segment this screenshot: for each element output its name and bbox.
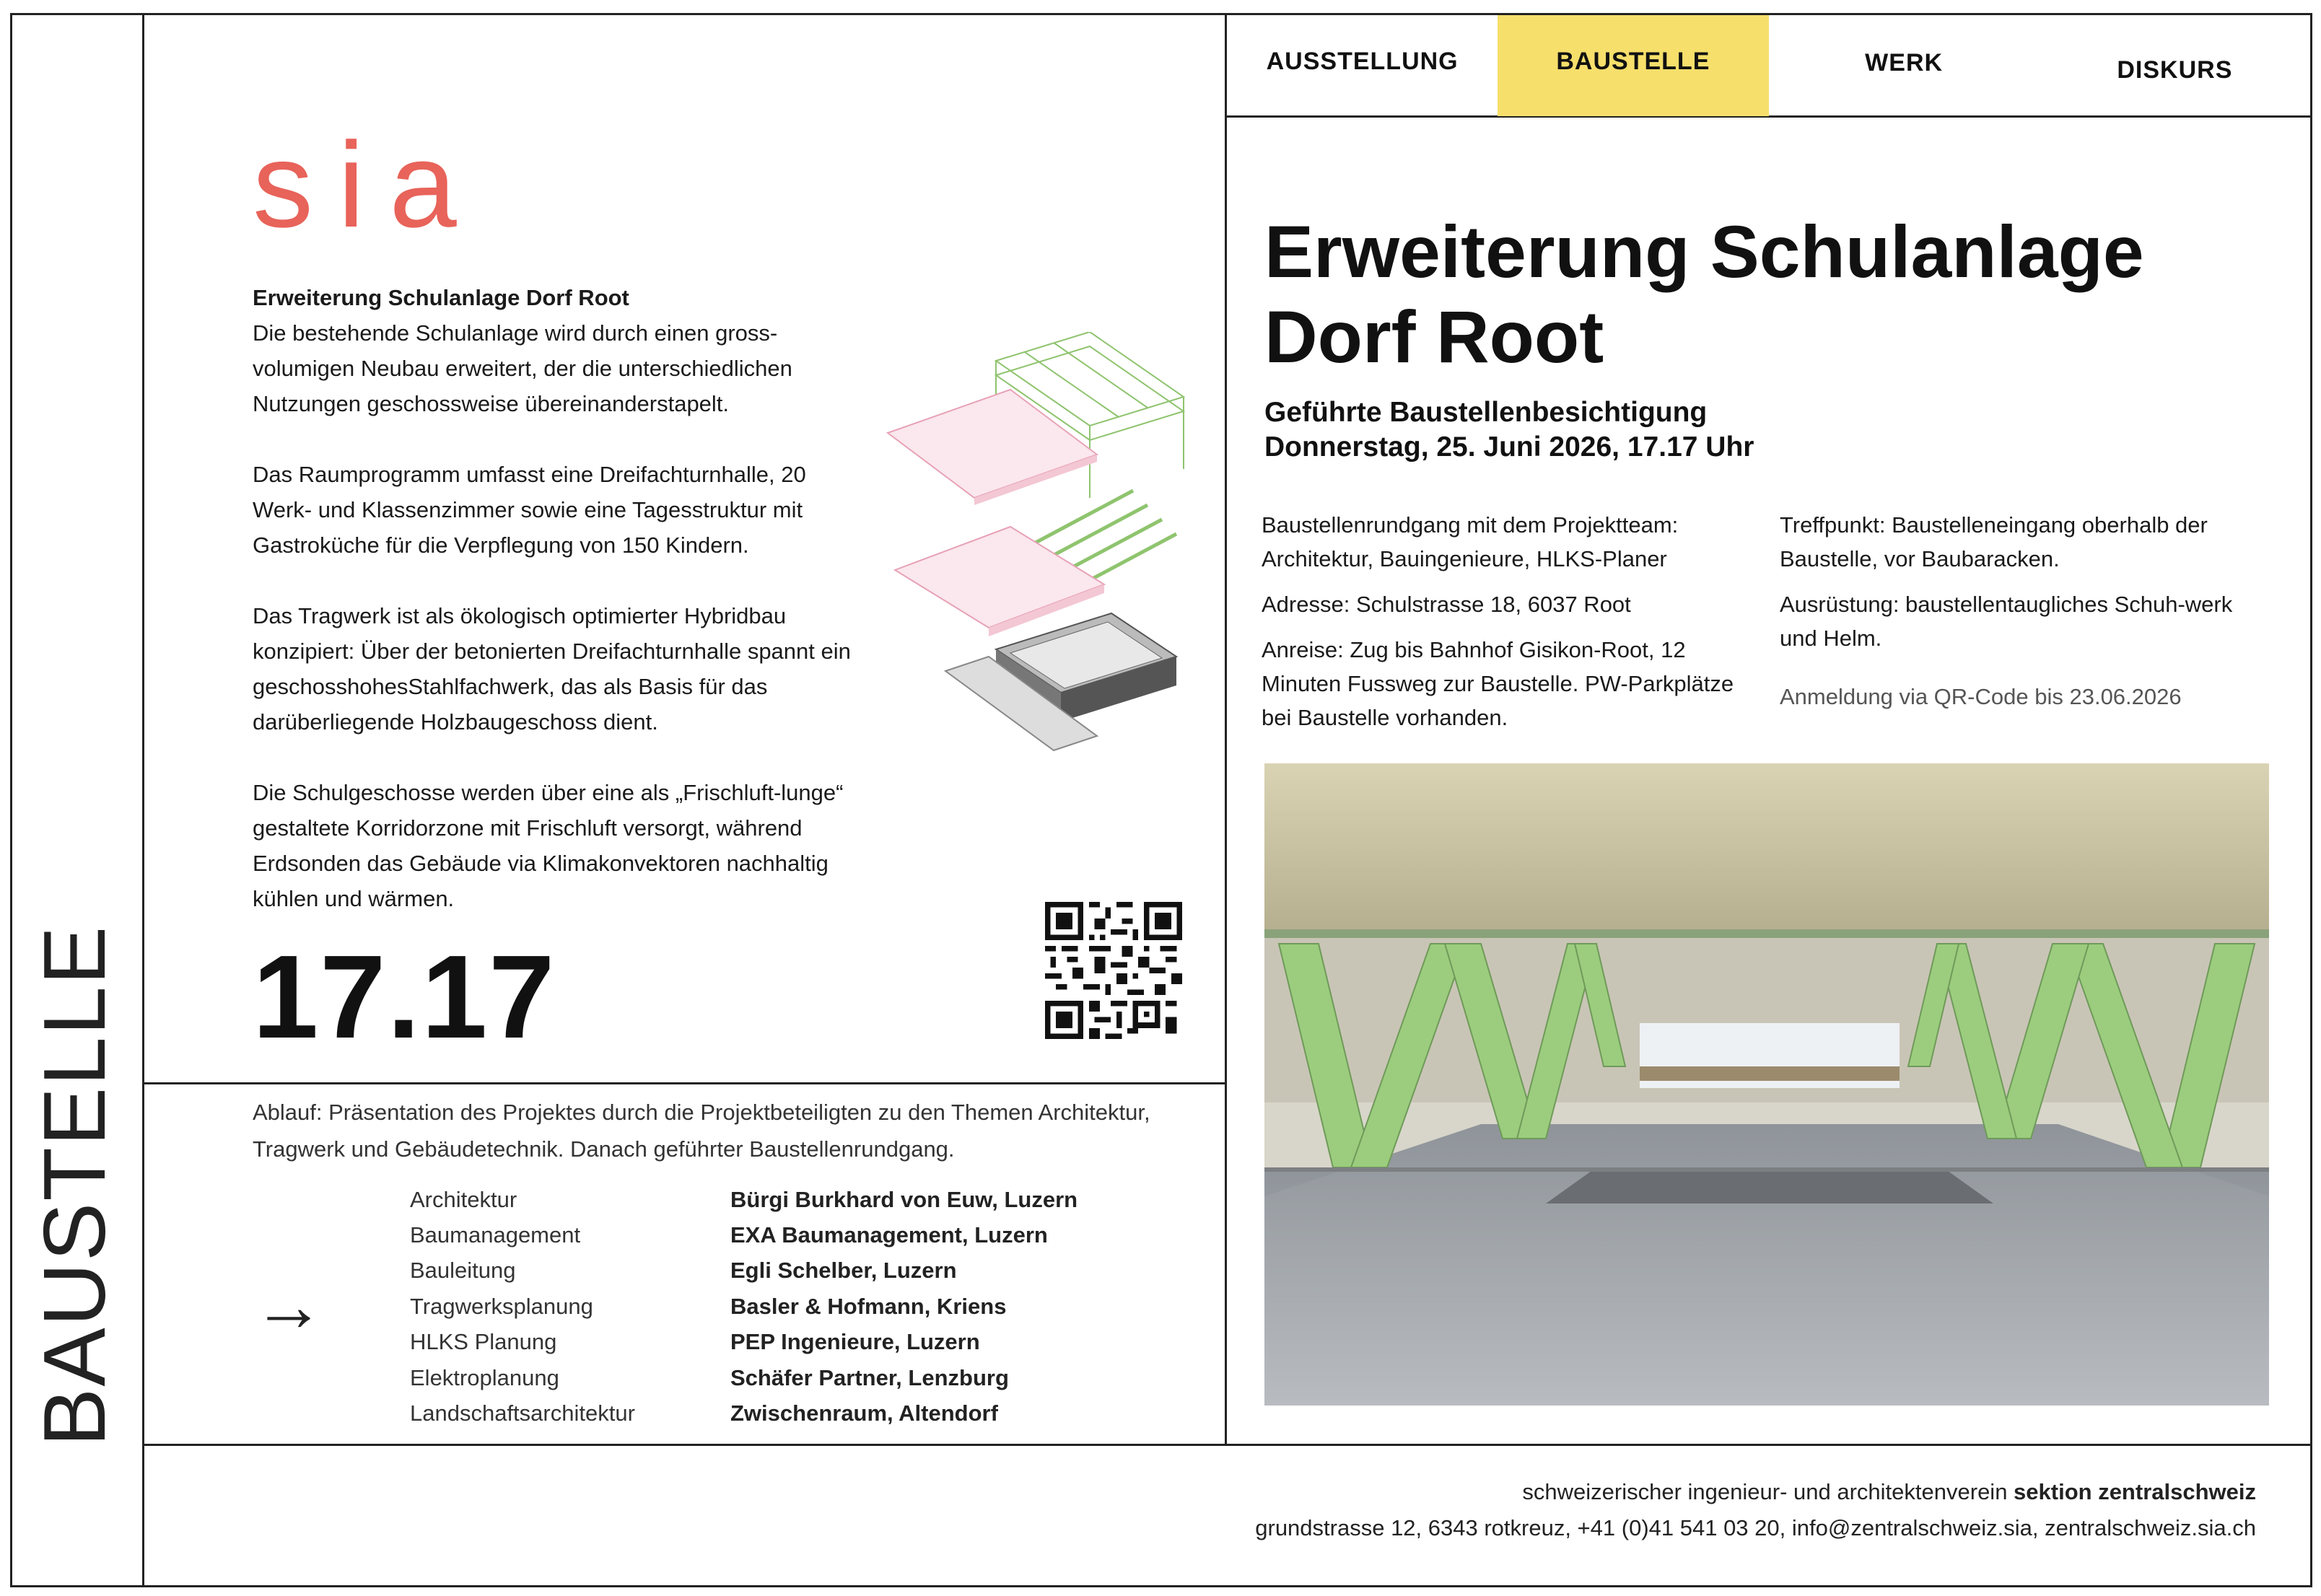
sia-logo: sia: [253, 117, 481, 253]
team-row: [410, 1289, 1078, 1324]
event-subtitle: [1264, 395, 1754, 465]
title-line: Dorf Root: [1264, 296, 1604, 378]
side-label: BAUSTELLE: [25, 924, 123, 1447]
team-role: HLKS Planung: [410, 1329, 557, 1355]
event-time-large: 17.17: [253, 931, 556, 1063]
footer-section: sektion zentralschweiz: [2014, 1479, 2256, 1504]
team-firm: Schäfer Partner, Lenzburg: [730, 1364, 1009, 1390]
ablauf-text: Ablauf: Präsentation des Projektes durch die Projektbeteiligten zu den Themen Architektur, Tragwerk und Gebäudetechnik. Danach geführter Baustellenrundgang.: [253, 1100, 1150, 1162]
team-firm: Egli Schelber, Luzern: [730, 1258, 957, 1284]
info-anmeldung: Anmeldung via QR-Code bis 23.06.2026: [1780, 684, 2182, 709]
info-anreise: Anreise: Zug bis Bahnhof Gisikon-Root, 12 Minuten Fussweg zur Baustelle. PW-Parkplätze bei Baustelle vorhanden.: [1262, 637, 1734, 730]
footer-contact[interactable]: grundstrasse 12, 6343 rotkreuz, +41 (0)41 541 03 20, info@zentralschweiz.sia, zentralschweiz.sia.ch: [1255, 1515, 2256, 1540]
team-row: [410, 1253, 1078, 1289]
intro-paragraph: Das Raumprogramm umfasst eine Dreifachturnhalle, 20 Werk- und Klassenzimmer sowie eine Tagesstruktur mit Gastroküche für die Verpflegung von 150 Kindern.: [253, 462, 806, 558]
team-role: Baumanagement: [410, 1222, 581, 1248]
info-treffpunkt: Treffpunkt: Baustelleneingang oberhalb der Baustelle, vor Baubaracken.: [1780, 512, 2208, 571]
page-title: [1264, 209, 2144, 380]
team-row: [410, 1325, 1078, 1360]
intro-heading: Erweiterung Schulanlage Dorf Root: [253, 285, 629, 310]
team-firm: EXA Baumanagement, Luzern: [730, 1222, 1048, 1248]
footer-line1: [1255, 1474, 2256, 1510]
project-team-list: [410, 1182, 1078, 1431]
construction-site-photo: [1264, 763, 2269, 1406]
team-role: Architektur: [410, 1186, 517, 1212]
team-firm: Zwischenraum, Altendorf: [730, 1400, 998, 1426]
team-row: [410, 1182, 1078, 1217]
intro-paragraph: Die Schulgeschosse werden über eine als „Frischluft-lunge“ gestaltete Korridorzone mit Frischluft versorgt, während Erdsonden das Gebäude via Klimakonvektoren nachhaltig kühlen und wärmen.: [253, 780, 844, 911]
tab-label: DISKURS: [2117, 56, 2233, 84]
footer: [1255, 1474, 2256, 1546]
center-divider: [1225, 13, 1227, 1446]
event-date: Donnerstag, 25. Juni 2026, 17.17 Uhr: [1264, 431, 1754, 462]
team-row: [410, 1360, 1078, 1395]
left-middle-divider: [142, 1082, 1226, 1084]
tab-label: WERK: [1865, 49, 1944, 76]
team-role: Tragwerksplanung: [410, 1293, 593, 1319]
team-firm: Bürgi Burkhard von Euw, Luzern: [730, 1186, 1078, 1212]
floor-plate: [888, 390, 1097, 498]
tab-baustelle[interactable]: [1498, 15, 1768, 116]
team-role: Bauleitung: [410, 1258, 516, 1284]
team-role: Elektroplanung: [410, 1364, 559, 1390]
category-nav: [1227, 15, 2310, 116]
tab-ausstellung[interactable]: [1227, 15, 1498, 116]
arrow-right-icon: →: [253, 1266, 325, 1346]
footer-divider: [142, 1444, 2312, 1446]
team-row: [410, 1395, 1078, 1431]
left-strip-divider: [142, 13, 144, 1587]
info-rundgang: Baustellenrundgang mit dem Projektteam: Architektur, Bauingenieure, HLKS-Planer: [1262, 512, 1679, 571]
axonometric-drawing: [880, 332, 1198, 765]
footer-org: schweizerischer ingenieur- und architektenverein: [1522, 1479, 2014, 1504]
team-firm: Basler & Hofmann, Kriens: [730, 1293, 1007, 1319]
info-ausruestung: Ausrüstung: baustellentaugliches Schuh-werk und Helm.: [1780, 592, 2233, 651]
tab-diskurs[interactable]: [2040, 15, 2310, 116]
intro-paragraph: Das Tragwerk ist als ökologisch optimierter Hybridbau konzipiert: Über der betonierten Dreifachturnhalle spannt ein geschosshohesStahlfachwerk, das als Basis für das darüberliegende Holzbaugeschoss dient.: [253, 603, 851, 735]
tab-werk[interactable]: [1769, 15, 2040, 116]
team-firm: PEP Ingenieure, Luzern: [730, 1329, 980, 1355]
qr-code[interactable]: [1045, 902, 1182, 1039]
tab-label: AUSSTELLUNG: [1266, 48, 1459, 75]
subtitle-line: Geführte Baustellenbesichtigung: [1264, 397, 1708, 428]
info-left: [1262, 508, 1752, 746]
info-right: [1780, 508, 2270, 725]
tab-label: BAUSTELLE: [1556, 48, 1710, 75]
team-role: Landschaftsarchitektur: [410, 1400, 635, 1426]
title-line: Erweiterung Schulanlage: [1264, 211, 2144, 293]
intro-text: [253, 280, 902, 952]
team-row: [410, 1217, 1078, 1253]
info-adresse: Adresse: Schulstrasse 18, 6037 Root: [1262, 592, 1631, 617]
intro-paragraph: Die bestehende Schulanlage wird durch einen gross-volumigen Neubau erweitert, der die unterschiedlichen Nutzungen geschossweise übereinanderstapelt.: [253, 320, 792, 416]
